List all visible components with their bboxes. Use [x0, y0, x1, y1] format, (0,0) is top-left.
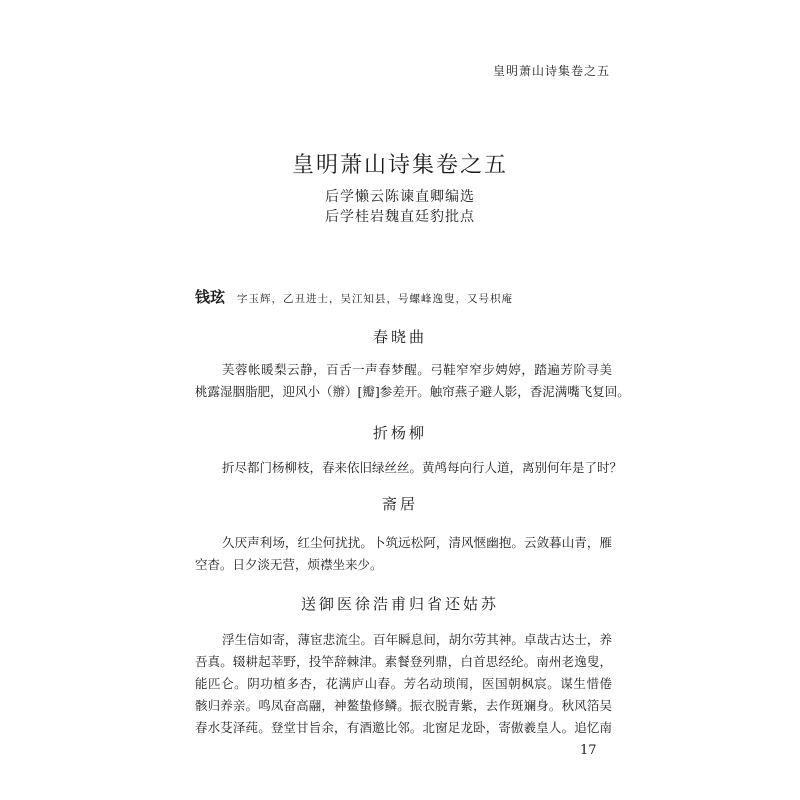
poem-line: 空杳。日夕淡无营，烦襟坐来少。	[195, 557, 383, 572]
poem-line: 骸归养亲。鸣凤奋高翮，神鳌蛰修鳞。振衣脱青紫，去作斑斓身。秋风箔吴	[195, 698, 612, 713]
poem-line: 吾真。辍耕起莘野，投竿辞棘津。素餐登列鼎，白首思经纶。南州老逸叟，	[195, 654, 612, 669]
poem-text	[195, 532, 612, 576]
annotator-line: 后学桂岩魏直廷豹批点	[325, 209, 475, 225]
poem-line: 春水芟泽莼。登堂甘旨余，有酒邀比邻。北窗足龙卧，寄傲羲皇人。追忆南	[195, 720, 612, 735]
poem-line: 浮生信如寄，薄宦悲流尘。百年瞬息间，胡尔劳其神。卓哉古达士，养	[222, 632, 612, 647]
author-note: 字玉辉，乙丑进士，吴江知县，号螺峰逸叟，又号枳庵	[237, 293, 514, 305]
poem-title: 折杨柳	[372, 424, 427, 442]
author-name: 钱玹	[195, 288, 226, 306]
poem-text	[195, 629, 612, 739]
poem-title: 斋居	[381, 495, 418, 513]
poem-title: 春晓曲	[372, 328, 427, 346]
poem-line: 久厌声利场，红尘何扰扰。卜筑远松阿，清风惬幽抱。云敛暮山青，雁	[222, 535, 612, 550]
author-entry	[195, 286, 513, 307]
poem-line: 能匹仑。阴功植多杏，花满庐山春。芳名动琐闱，医国朝枫宸。谋生惜倦	[195, 676, 612, 691]
poem-line: 折尽都门杨柳枝，春来依旧绿丝丝。黄鸬每向行人道，离别何年是了时？	[222, 460, 623, 475]
poem-title: 送御医徐浩甫归省还姑苏	[300, 595, 499, 613]
poem-text	[195, 457, 623, 479]
running-head: 皇明萧山诗集卷之五	[492, 64, 610, 78]
compiler-line: 后学懒云陈谏直卿编选	[325, 189, 475, 205]
page-number: 17	[580, 743, 597, 758]
poem-line: 桃露湿胭脂肥，迎风小（辦）[瓣]参差开。触帘燕子避人影，香泥满嘴飞复回。	[195, 384, 630, 399]
chapter-title: 皇明萧山诗集卷之五	[291, 153, 508, 178]
poem-line: 芙蓉帐暖梨云静，百舌一声春梦醒。弓鞋窄窄步娉婷，踏遍芳阶寻美	[222, 362, 612, 377]
poem-text	[195, 359, 630, 403]
